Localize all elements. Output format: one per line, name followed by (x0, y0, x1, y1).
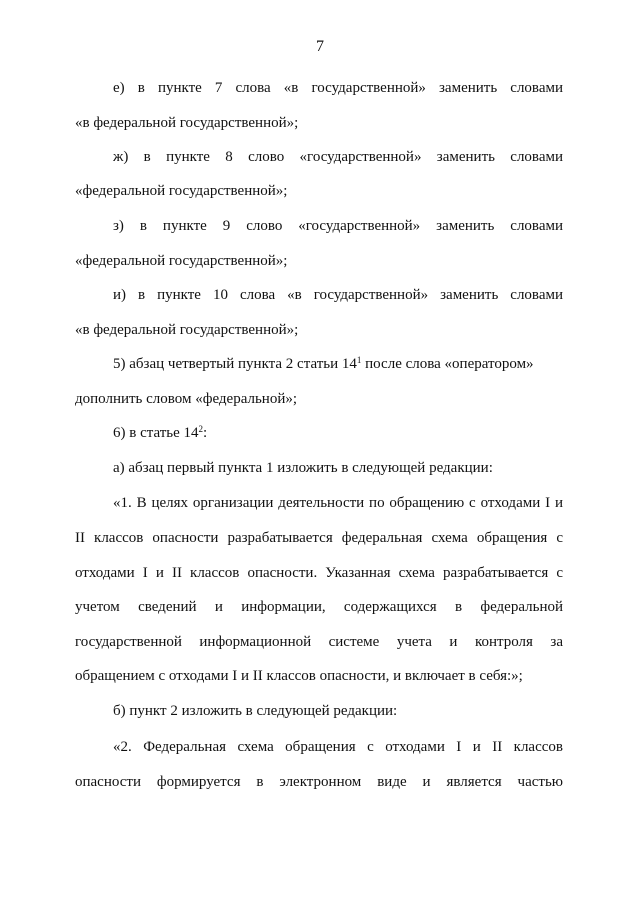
paragraph-line: «федеральной государственной»; (75, 253, 288, 269)
paragraph-line: обращением с отходами I и II классов опасности, и включает в себя:»; (75, 668, 523, 684)
line-text: 5) абзац четвертый пункта 2 статьи 14 (113, 356, 357, 372)
line-text: 6) в статье 14 (113, 425, 199, 441)
paragraph-line: а) абзац первый пункта 1 изложить в следующей редакции: (113, 460, 493, 476)
paragraph-line: учетом сведений и информации, содержащихся в федеральной (75, 599, 563, 615)
paragraph-line: б) пункт 2 изложить в следующей редакции: (113, 703, 398, 719)
paragraph-line (113, 354, 563, 374)
paragraph-line: «федеральной государственной»; (75, 183, 288, 199)
superscript: 2 (198, 424, 204, 434)
superscript: 1 (356, 355, 362, 365)
paragraph-line (113, 423, 563, 443)
paragraph-line: дополнить словом «федеральной»; (75, 391, 298, 407)
paragraph-line: II классов опасности разрабатывается федеральная схема обращения с (75, 530, 563, 546)
paragraph-line: отходами I и II классов опасности. Указанная схема разрабатывается с (75, 565, 563, 581)
line-text: после слова «оператором» (361, 356, 534, 372)
page-number: 7 (316, 38, 324, 55)
line-text: : (203, 425, 208, 441)
paragraph-line: государственной информационной системе учета и контроля за (75, 634, 563, 650)
paragraph-line: ж) в пункте 8 слово «государственной» заменить словами (113, 149, 563, 165)
paragraph-line: и) в пункте 10 слова «в государственной» заменить словами (113, 287, 563, 303)
paragraph-line: е) в пункте 7 слова «в государственной» заменить словами (113, 80, 563, 96)
paragraph-line: опасности формируется в электронном виде и является частью (75, 774, 563, 790)
paragraph-line: «в федеральной государственной»; (75, 322, 299, 338)
paragraph-line: «1. В целях организации деятельности по обращению с отходами I и (113, 495, 563, 511)
paragraph-line: з) в пункте 9 слово «государственной» заменить словами (113, 218, 563, 234)
paragraph-line: «в федеральной государственной»; (75, 115, 299, 131)
paragraph-line: «2. Федеральная схема обращения с отходами I и II классов (113, 739, 563, 755)
